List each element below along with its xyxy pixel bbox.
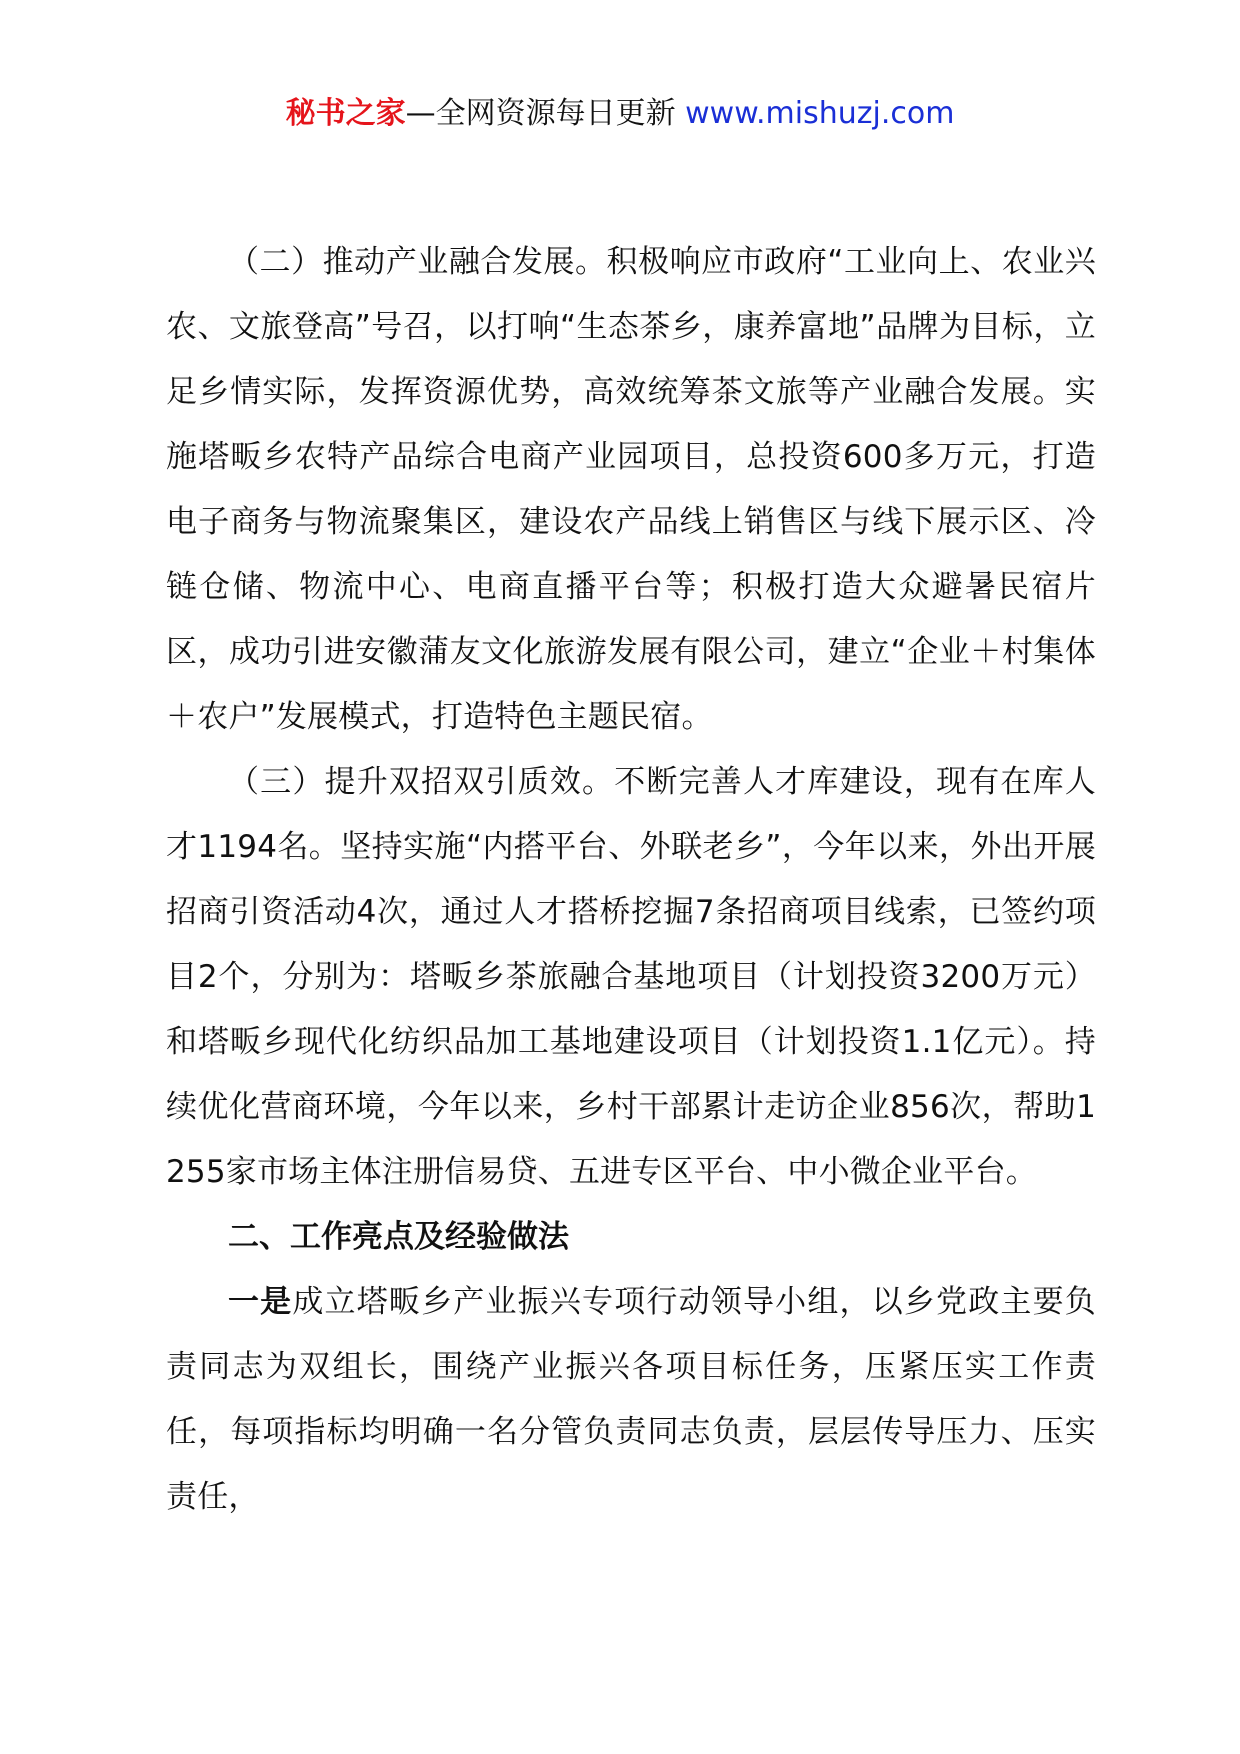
site-header (0, 94, 1240, 134)
section-heading: 二、工作亮点及经验做法 (228, 1219, 569, 1255)
brand-name: 秘书之家 (285, 96, 406, 131)
paragraph-industry-integration: （二）推动产业融合发展。积极响应市政府“工业向上、农业兴农、文旅登高”号召，以打响“生态茶乡，康养富地”品牌为目标，立足乡情实际，发挥资源优势，高效统筹茶文旅等产业融合发展。实施塔畈乡农特产品综合电商产业园项目，总投资600多万元，打造电子商务与物流聚集区，建设农产品线上销售区与线下展示区、冷链仓储、物流中心、电商直播平台等；积极打造大众避暑民宿片区，成功引进安徽蒲友文化旅游发展有限公司，建立“企业＋村集体＋农户”发展模式，打造特色主题民宿。 (166, 244, 1096, 735)
document-body (166, 230, 1096, 1530)
website-link[interactable]: www.mishuzj.com (685, 96, 955, 131)
header-slogan: —全网资源每日更新 (405, 96, 686, 131)
paragraph-lead: 一是 (228, 1284, 293, 1320)
paragraph-text: 成立塔畈乡产业振兴专项行动领导小组，以乡党政主要负责同志为双组长，围绕产业振兴各项目标任务，压紧压实工作责任，每项指标均明确一名分管负责同志负责，层层传导压力、压实责任， (166, 1284, 1096, 1515)
paragraph-investment-talent: （三）提升双招双引质效。不断完善人才库建设，现有在库人才1194名。坚持实施“内搭平台、外联老乡”，今年以来，外出开展招商引资活动4次，通过人才搭桥挖掘7条招商项目线索，已签约项目2个，分别为：塔畈乡茶旅融合基地项目（计划投资3200万元）和塔畈乡现代化纺织品加工基地建设项目（计划投资1.1亿元）。持续优化营商环境，今年以来，乡村干部累计走访企业856次，帮助1255家市场主体注册信易贷、五进专区平台、中小微企业平台。 (166, 764, 1096, 1190)
paragraph-highlight-one (166, 1270, 1096, 1530)
